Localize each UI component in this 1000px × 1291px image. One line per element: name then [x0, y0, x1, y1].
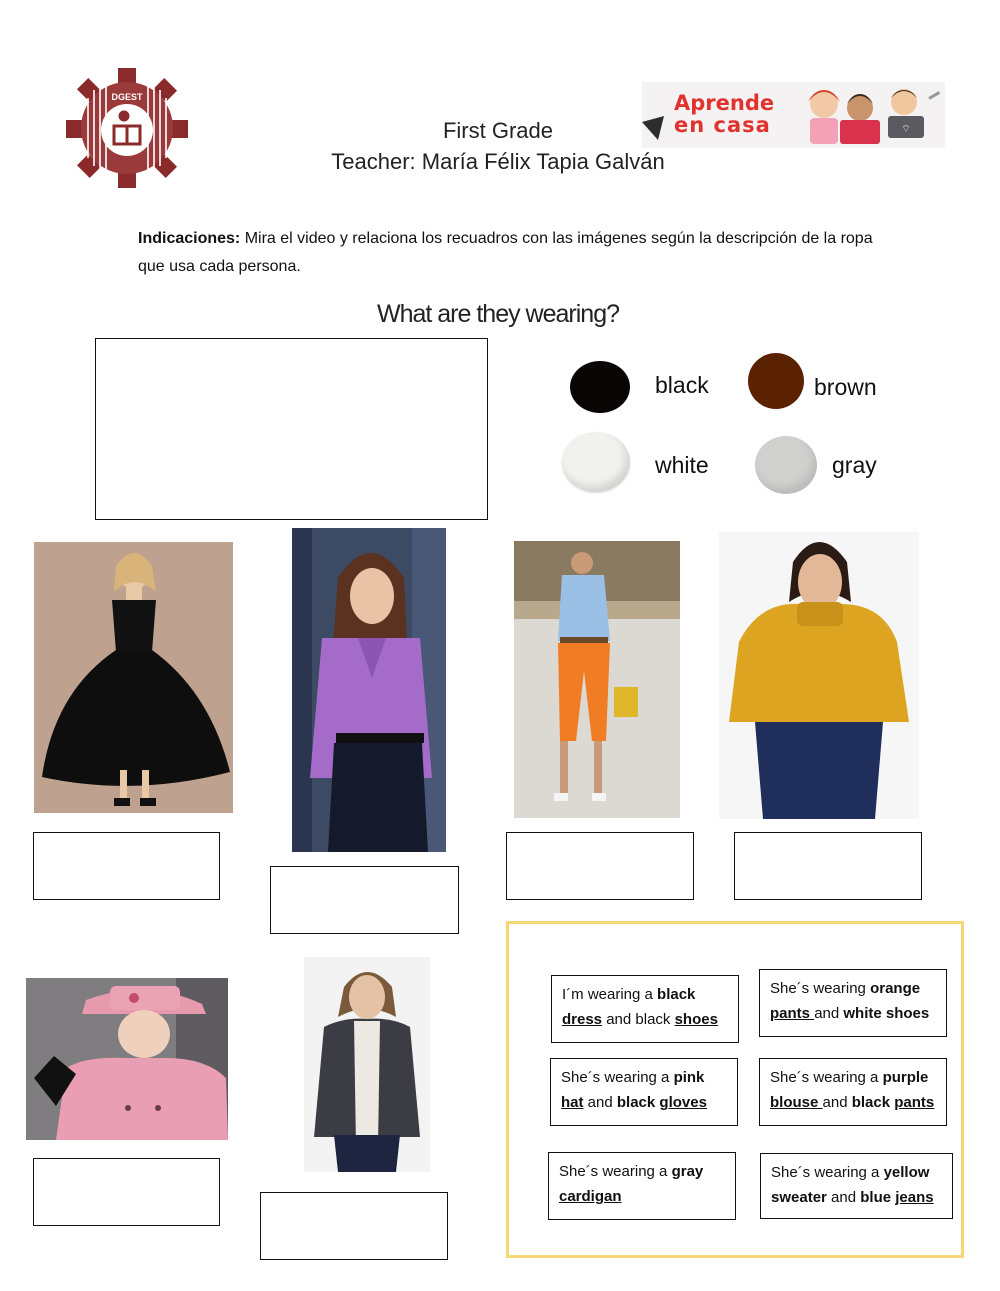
card-text: She´s wearing a: [771, 1164, 884, 1181]
woman-yellow-sweater-photo: [719, 532, 919, 819]
card-text: She´s wearing: [770, 980, 871, 997]
card-underline: jeans: [895, 1189, 934, 1206]
card-bold: pink: [673, 1069, 705, 1086]
card-purple-blouse[interactable]: [759, 1058, 947, 1126]
card-text: and: [826, 1189, 861, 1206]
pink-hat-figure-icon: [26, 978, 228, 1140]
instructions-text: Mira el video y relaciona los recuadros con las imágenes según la descripción de la ropa que usa cada persona.: [138, 230, 873, 275]
card-yellow-sweater[interactable]: [760, 1153, 953, 1219]
aprende-en-casa-banner: [642, 82, 945, 148]
woman-purple-blouse-photo: [292, 528, 446, 852]
instructions-label: Indicaciones:: [138, 230, 241, 247]
worksheet-title: What are they wearing?: [376, 300, 620, 328]
card-bold: orange: [870, 980, 921, 997]
gray-cardigan-figure-icon: [304, 957, 430, 1172]
banner-text-aprende: Aprende: [674, 91, 775, 115]
gray-swatch: [755, 436, 817, 494]
color-label-brown: brown: [814, 374, 877, 400]
black-dress-figure-icon: [34, 542, 233, 813]
name-box[interactable]: [95, 338, 488, 520]
card-bold: blue: [860, 1189, 896, 1206]
card-underline: cardigan: [559, 1188, 622, 1205]
card-text: She´s wearing a: [770, 1069, 883, 1086]
answer-box-4[interactable]: [734, 832, 922, 900]
card-underline: shoes: [674, 1011, 718, 1028]
answer-box-3[interactable]: [506, 832, 694, 900]
teacher-heading: Teacher: María Félix Tapia Galván: [331, 149, 665, 174]
color-label-white: white: [655, 452, 709, 478]
svg-text:⌔: ⌔: [901, 124, 911, 135]
card-bold: white shoes: [843, 1005, 930, 1022]
card-bold: black: [657, 986, 696, 1003]
banner-text-en-casa: en casa: [674, 113, 771, 137]
card-text: I´m wearing a: [562, 986, 658, 1003]
card-pink-hat[interactable]: [550, 1058, 738, 1126]
card-underline: hat: [561, 1094, 584, 1111]
white-swatch: [562, 432, 630, 492]
grade-heading: First Grade: [442, 118, 554, 143]
answer-box-2[interactable]: [270, 866, 459, 934]
black-swatch: [570, 361, 630, 413]
answer-box-6[interactable]: [260, 1192, 448, 1260]
color-label-gray: gray: [832, 452, 877, 478]
svg-text:DGEST: DGEST: [111, 92, 143, 102]
card-bold: black: [616, 1094, 660, 1111]
card-bold: gray: [671, 1163, 704, 1180]
brown-swatch: [748, 353, 804, 409]
card-bold: black: [851, 1094, 895, 1111]
card-bold: sweater: [771, 1189, 827, 1206]
yellow-sweater-figure-icon: [719, 532, 919, 819]
card-underline: pants: [770, 1005, 815, 1022]
woman-pink-hat-photo: [26, 978, 228, 1140]
card-gray-cardigan[interactable]: [548, 1152, 736, 1220]
card-underline: pants: [894, 1094, 935, 1111]
color-label-black: black: [655, 372, 709, 398]
card-text: and black: [602, 1011, 675, 1028]
card-bold: purple: [882, 1069, 929, 1086]
card-black-dress[interactable]: [551, 975, 739, 1043]
card-text: She´s wearing a: [559, 1163, 672, 1180]
answer-box-1[interactable]: [33, 832, 220, 900]
card-underline: dress: [562, 1011, 603, 1028]
woman-gray-cardigan-photo: [304, 957, 430, 1172]
card-underline: gloves: [659, 1094, 707, 1111]
purple-blouse-figure-icon: [292, 528, 446, 852]
woman-black-dress-photo: [34, 542, 233, 813]
instructions: [138, 225, 878, 281]
orange-pants-figure-icon: [514, 541, 680, 818]
card-text: She´s wearing a: [561, 1069, 674, 1086]
card-orange-pants[interactable]: [759, 969, 947, 1037]
card-text: and: [822, 1094, 852, 1111]
card-text: and: [583, 1094, 617, 1111]
descriptions-panel: [506, 921, 964, 1258]
card-bold: yellow: [883, 1164, 930, 1181]
answer-box-5[interactable]: [33, 1158, 220, 1226]
woman-orange-pants-photo: [514, 541, 680, 818]
card-underline: blouse: [770, 1094, 823, 1111]
card-text: and: [814, 1005, 844, 1022]
